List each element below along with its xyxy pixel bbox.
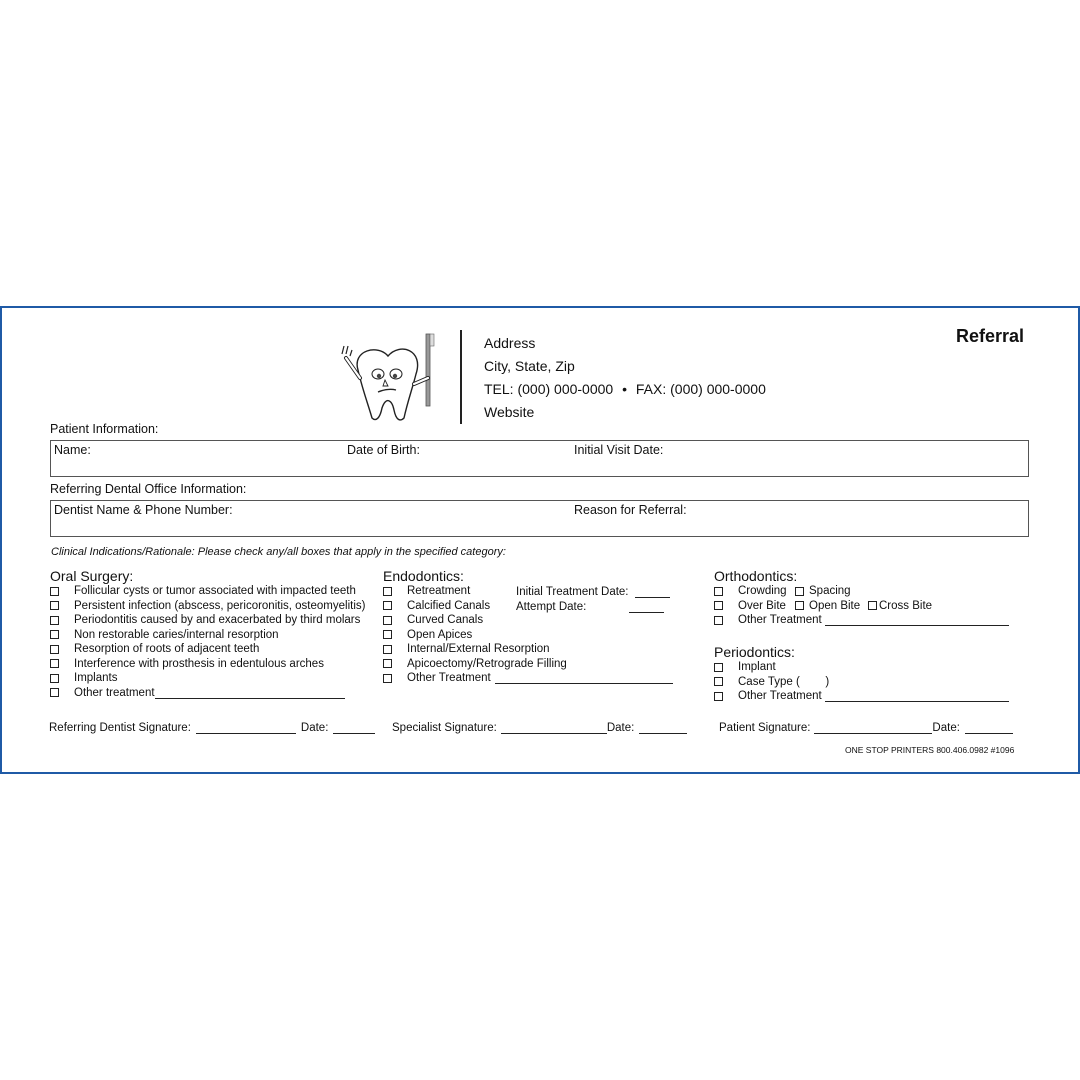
- fax-text: FAX: (000) 000-0000: [635, 381, 766, 397]
- endo-item[interactable]: Curved Canals: [383, 613, 673, 628]
- cross-bite-checkbox[interactable]: [868, 601, 877, 610]
- printer-credit: ONE STOP PRINTERS 800.406.0982 #1096: [845, 745, 1015, 755]
- referring-office-box: [50, 500, 1029, 537]
- checkbox[interactable]: [383, 630, 392, 639]
- oral-surgery-item[interactable]: Non restorable caries/internal resorption: [50, 628, 365, 643]
- dob-field[interactable]: Date of Birth:: [347, 443, 420, 457]
- checkbox[interactable]: [50, 659, 59, 668]
- referring-office-label: Referring Dental Office Information:: [50, 482, 247, 496]
- endo-item[interactable]: Open Apices: [383, 628, 673, 643]
- tel-text: TEL: (000) 000-0000: [484, 381, 614, 397]
- name-field[interactable]: Name:: [54, 443, 91, 457]
- endo-item[interactable]: Other Treatment: [383, 671, 673, 686]
- specialist-signature-row: Specialist Signature: Date:: [392, 722, 687, 734]
- endo-item[interactable]: Calcified Canals: [383, 599, 673, 614]
- perio-other-checkbox[interactable]: [714, 692, 723, 701]
- website-text: Website: [484, 404, 535, 420]
- periodontics-title: Periodontics:: [714, 644, 795, 660]
- referring-signature-row: Referring Dentist Signature: Date:: [49, 722, 375, 734]
- attempt-date: Attempt Date:: [516, 600, 664, 615]
- other-treatment-line[interactable]: [825, 690, 1009, 702]
- reason-field[interactable]: Reason for Referral:: [574, 503, 687, 517]
- oral-surgery-item[interactable]: Periodontitis caused by and exacerbated by third molars: [50, 613, 365, 628]
- crowding-checkbox[interactable]: [714, 587, 723, 596]
- contact-block: [484, 332, 766, 424]
- checkbox[interactable]: [383, 645, 392, 654]
- spacing-checkbox[interactable]: [795, 587, 804, 596]
- attempt-date-line[interactable]: [629, 601, 664, 613]
- patient-date-line[interactable]: [965, 722, 1013, 734]
- oral-surgery-title: Oral Surgery:: [50, 568, 134, 584]
- checkbox[interactable]: [383, 659, 392, 668]
- oral-surgery-item[interactable]: Implants: [50, 671, 365, 686]
- patient-info-box: [50, 440, 1029, 477]
- endo-item[interactable]: Retreatment: [383, 584, 673, 599]
- initial-visit-field[interactable]: Initial Visit Date:: [574, 443, 664, 457]
- address-text: Address: [484, 335, 536, 351]
- oral-surgery-item[interactable]: Resorption of roots of adjacent teeth: [50, 642, 365, 657]
- checkbox[interactable]: [50, 601, 59, 610]
- oral-surgery-section: [50, 568, 365, 700]
- initial-treatment-date-line[interactable]: [635, 586, 670, 598]
- separator-dot: •: [622, 381, 627, 397]
- initial-treatment-date: Initial Treatment Date:: [516, 585, 670, 600]
- oral-surgery-item[interactable]: Persistent infection (abscess, pericoronitis, osteomyelitis): [50, 599, 365, 614]
- specialist-date-line[interactable]: [639, 722, 687, 734]
- orthodontics-section: Orthodontics: Crowding Spacing Over Bite Open Bite Cross Bite Other Treatment: [714, 568, 1009, 628]
- other-treatment-line[interactable]: [825, 614, 1009, 626]
- city-state-zip-text: City, State, Zip: [484, 358, 575, 374]
- referring-date-line[interactable]: [333, 722, 375, 734]
- endodontics-title: Endodontics:: [383, 568, 464, 584]
- oral-surgery-item[interactable]: Other treatment: [50, 686, 365, 701]
- referring-signature-line[interactable]: [196, 722, 296, 734]
- checkbox[interactable]: [50, 688, 59, 697]
- tooth-mascot-logo: [338, 330, 442, 424]
- form-title: Referral: [956, 326, 1025, 346]
- over-bite-checkbox[interactable]: [714, 601, 723, 610]
- patient-signature-row: Patient Signature: Date:: [719, 722, 1013, 734]
- other-treatment-line[interactable]: [155, 687, 345, 699]
- checkbox[interactable]: [50, 616, 59, 625]
- case-type-checkbox[interactable]: [714, 677, 723, 686]
- ortho-other-checkbox[interactable]: [714, 616, 723, 625]
- endo-item[interactable]: Apicoectomy/Retrograde Filling: [383, 657, 673, 672]
- implant-checkbox[interactable]: [714, 663, 723, 672]
- clinical-note: Clinical Indications/Rationale: Please check any/all boxes that apply in the specified category:: [51, 546, 506, 558]
- referral-form: [0, 306, 1080, 774]
- checkbox[interactable]: [383, 601, 392, 610]
- checkbox[interactable]: [50, 630, 59, 639]
- checkbox[interactable]: [50, 587, 59, 596]
- patient-info-label: Patient Information:: [50, 422, 159, 436]
- oral-surgery-item[interactable]: Interference with prosthesis in edentulous arches: [50, 657, 365, 672]
- checkbox[interactable]: [50, 645, 59, 654]
- specialist-signature-line[interactable]: [501, 722, 607, 734]
- orthodontics-title: Orthodontics:: [714, 568, 798, 584]
- phone-fax-line: [484, 378, 766, 401]
- checkbox[interactable]: [50, 674, 59, 683]
- oral-surgery-item[interactable]: Follicular cysts or tumor associated with impacted teeth: [50, 584, 365, 599]
- other-treatment-line[interactable]: [495, 672, 673, 684]
- header-divider: [460, 330, 462, 424]
- checkbox[interactable]: [383, 587, 392, 596]
- checkbox[interactable]: [383, 674, 392, 683]
- patient-signature-line[interactable]: [814, 722, 932, 734]
- open-bite-checkbox[interactable]: [795, 601, 804, 610]
- periodontics-section: Periodontics: Implant Case Type ( ) Other Treatment: [714, 644, 1009, 704]
- endo-item[interactable]: Internal/External Resorption: [383, 642, 673, 657]
- checkbox[interactable]: [383, 616, 392, 625]
- dentist-field[interactable]: Dentist Name & Phone Number:: [54, 503, 233, 517]
